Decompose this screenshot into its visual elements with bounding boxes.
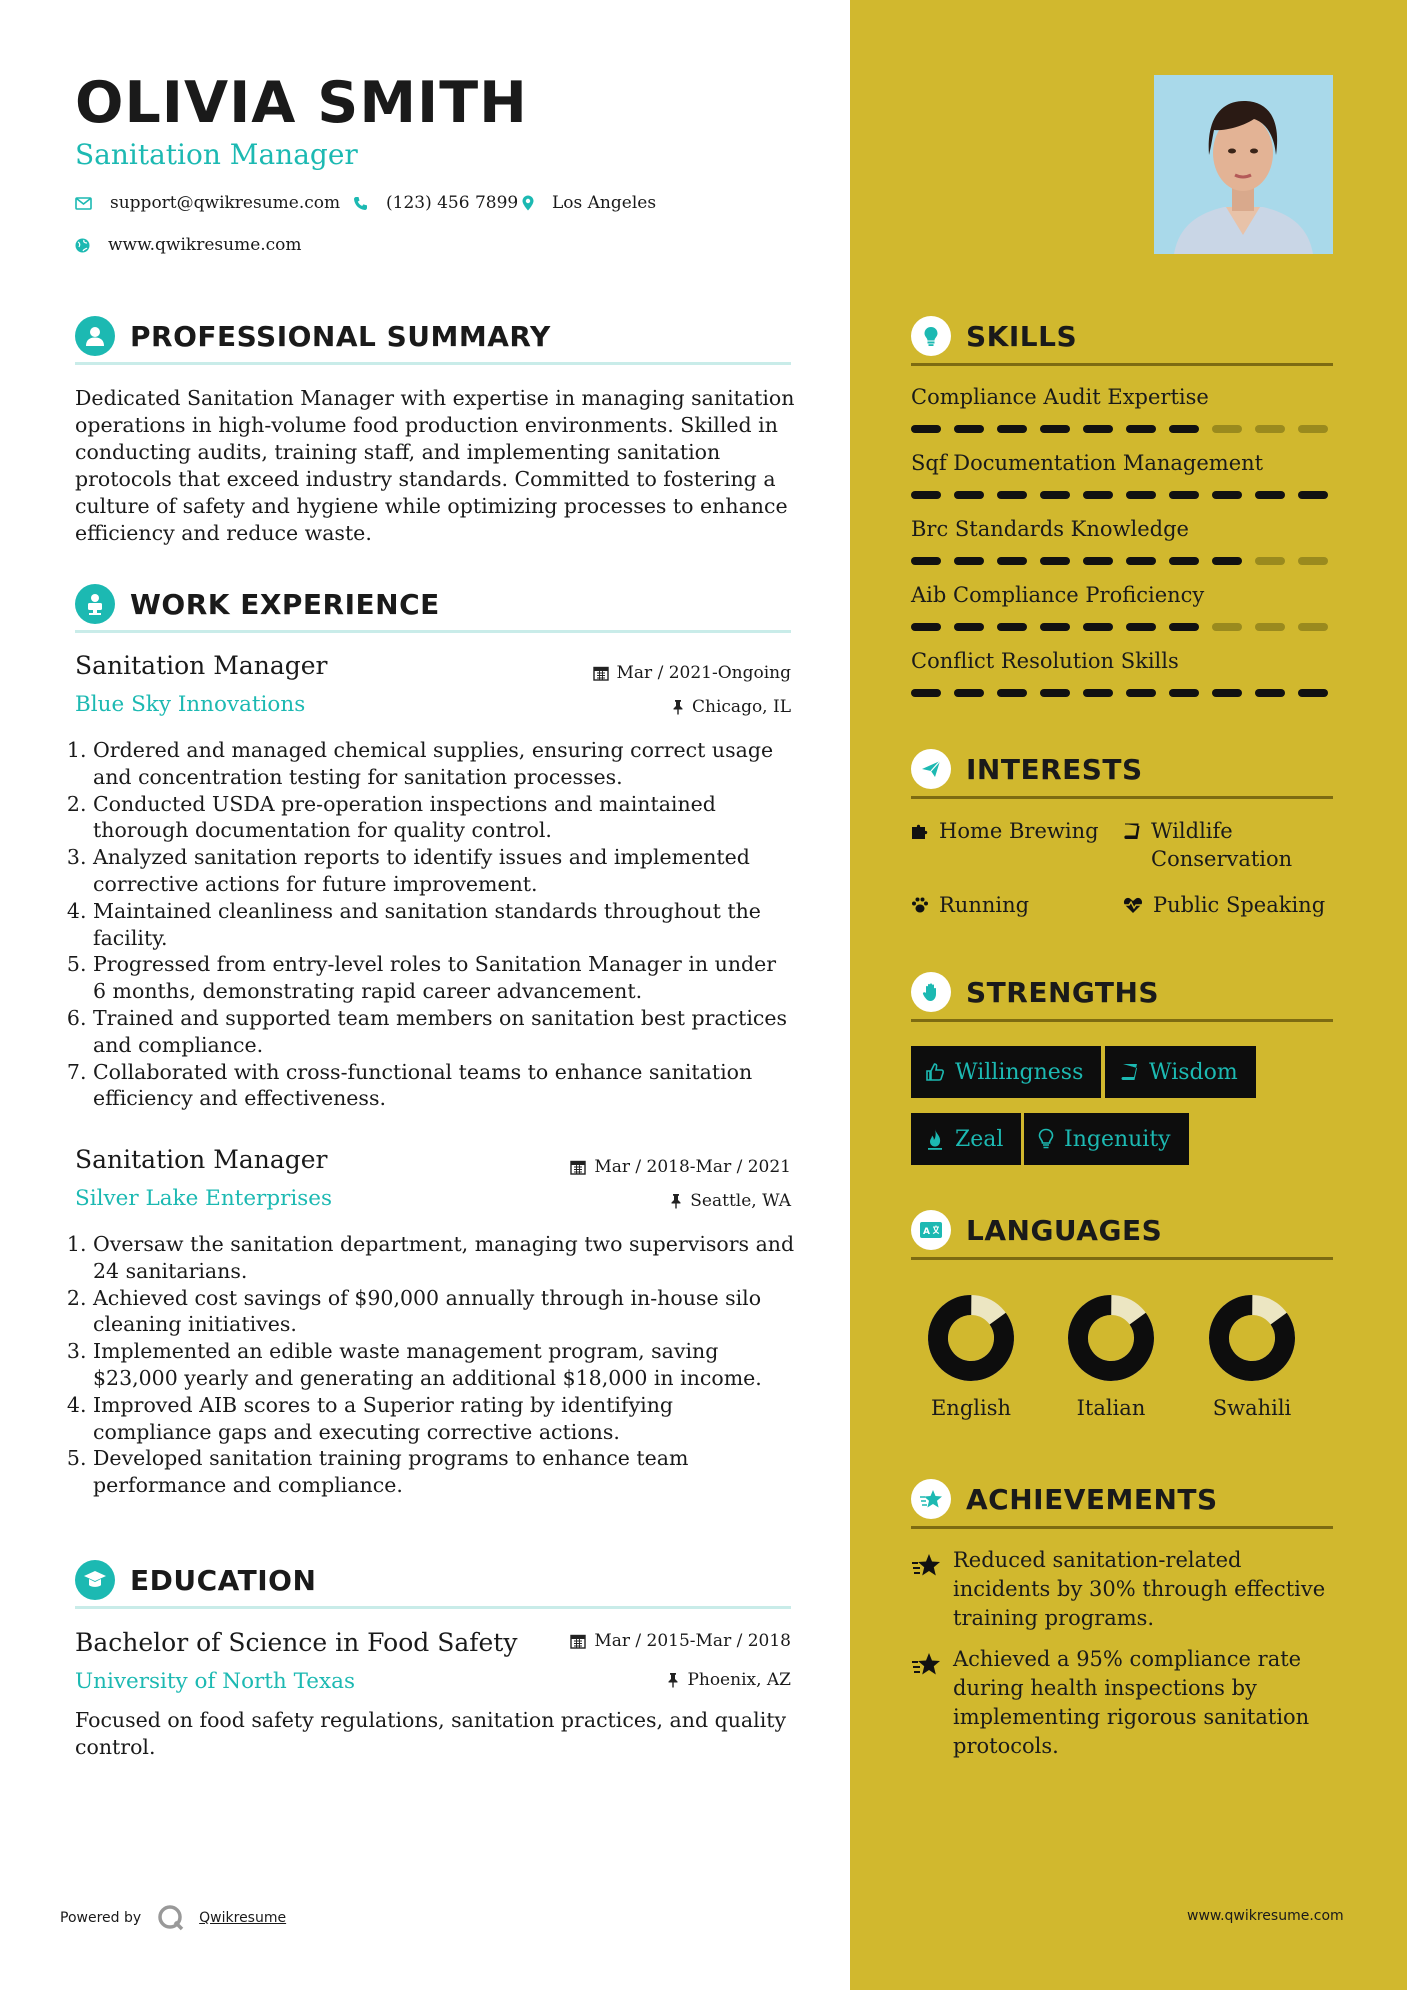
education-heading: [75, 1560, 316, 1600]
skill-dash-empty: [1212, 425, 1242, 433]
language-label: Italian: [1076, 1396, 1146, 1420]
email-contact: [75, 193, 340, 213]
star-icon: [911, 1651, 941, 1677]
skill-dash-filled: [1040, 557, 1070, 565]
skill-dash-filled: [1040, 491, 1070, 499]
skill-dash-filled: [1040, 425, 1070, 433]
job-2-dates-text: Mar / 2018-Mar / 2021: [594, 1157, 791, 1177]
strength-tag: [911, 1046, 1101, 1098]
education-location-text: Phoenix, AZ: [687, 1670, 791, 1690]
job-2-bullets: [75, 1231, 795, 1499]
skill-dash-filled: [1126, 557, 1156, 565]
skill-dash-filled: [997, 557, 1027, 565]
skill-meter: [911, 491, 1328, 499]
skill-dash-filled: [1083, 425, 1113, 433]
skill-3-name: Brc Standards Knowledge: [911, 517, 1189, 541]
list-item: 5. Progressed from entry-level roles to Sanitation Manager in under 6 months, demonstrating rapid career advancement.: [93, 951, 795, 1005]
skill-dash-filled: [954, 623, 984, 631]
skill-dash-empty: [1255, 425, 1285, 433]
book-icon: [1119, 1062, 1139, 1082]
qwikresume-link[interactable]: Qwikresume: [199, 1910, 287, 1926]
language-donut: [1208, 1294, 1296, 1382]
phone-text[interactable]: (123) 456 7899: [386, 193, 519, 213]
strengths-heading-text: STRENGTHS: [966, 975, 1160, 1009]
book-icon: [1123, 822, 1141, 840]
profile-photo: [1154, 75, 1333, 254]
languages-heading-text: LANGUAGES: [966, 1213, 1163, 1247]
interest-label: Public Speaking: [1153, 893, 1326, 917]
qwikresume-logo-icon: [157, 1904, 185, 1932]
globe-icon: [75, 238, 90, 253]
skill-dash-filled: [954, 491, 984, 499]
languages-divider: [911, 1257, 1333, 1260]
donut-fill: [1208, 1294, 1296, 1382]
phone-contact: [353, 193, 518, 213]
job-2-dates: [540, 1157, 791, 1177]
list-item: 1. Ordered and managed chemical supplies, ensuring correct usage and concentration testing for sanitation processes.: [93, 737, 795, 791]
skill-dash-filled: [997, 623, 1027, 631]
language-label: Swahili: [1212, 1396, 1292, 1420]
strengths-heading: [911, 972, 1159, 1012]
skill-dash-filled: [1169, 557, 1199, 565]
job-1-title: Sanitation Manager: [75, 651, 328, 680]
skill-dash-filled: [1298, 689, 1328, 697]
graduation-icon: [75, 1560, 115, 1600]
star-icon: [911, 1479, 951, 1519]
education-dates-text: Mar / 2015-Mar / 2018: [594, 1631, 791, 1651]
skill-dash-filled: [997, 491, 1027, 499]
skill-dash-filled: [954, 689, 984, 697]
strength-label: Ingenuity: [1064, 1126, 1171, 1152]
language-donut: [1067, 1294, 1155, 1382]
skill-dash-empty: [1298, 557, 1328, 565]
skill-dash-filled: [1040, 689, 1070, 697]
skill-dash-empty: [1298, 425, 1328, 433]
list-item: 7. Collaborated with cross-functional teams to enhance sanitation efficiency and effectiveness.: [93, 1059, 795, 1113]
summary-divider: [75, 362, 791, 365]
map-pin-icon: [522, 195, 534, 211]
strength-tag: [1024, 1113, 1189, 1165]
job-2-title: Sanitation Manager: [75, 1145, 328, 1174]
strength-label: Willingness: [955, 1059, 1084, 1085]
list-item: 3. Analyzed sanitation reports to identify issues and implemented corrective actions for future improvement.: [93, 844, 795, 898]
powered-by-text: Powered by: [60, 1910, 142, 1926]
strength-label: Wisdom: [1149, 1059, 1238, 1085]
list-item: 6. Trained and supported team members on sanitation best practices and compliance.: [93, 1005, 795, 1059]
strength-label: Zeal: [955, 1126, 1004, 1152]
skill-meter: [911, 425, 1328, 433]
translate-icon: [911, 1210, 951, 1250]
interests-heading-text: INTERESTS: [966, 752, 1143, 786]
skill-dash-empty: [1255, 623, 1285, 631]
interest-item: [911, 817, 1111, 845]
skill-dash-filled: [911, 623, 941, 631]
skill-dash-filled: [1169, 623, 1199, 631]
skill-dash-filled: [1126, 623, 1156, 631]
interest-item: [911, 891, 1111, 919]
pushpin-icon: [667, 1672, 679, 1688]
star-icon: [911, 1552, 941, 1578]
list-item: 4. Improved AIB scores to a Superior rating by identifying compliance gaps and executing corrective actions.: [93, 1392, 795, 1446]
lightbulb-icon: [911, 316, 951, 356]
interests-heading: [911, 749, 1143, 789]
strengths-divider: [911, 1019, 1333, 1022]
skill-1-name: Compliance Audit Expertise: [911, 385, 1209, 409]
website-text[interactable]: www.qwikresume.com: [108, 235, 302, 255]
calendar-icon: [593, 665, 609, 681]
skill-dash-filled: [1255, 689, 1285, 697]
achievements-heading-text: ACHIEVEMENTS: [966, 1482, 1218, 1516]
skills-divider: [911, 363, 1333, 366]
skill-dash-filled: [911, 425, 941, 433]
fire-icon: [925, 1128, 945, 1150]
briefcase-icon: [75, 584, 115, 624]
candidate-title: Sanitation Manager: [75, 138, 358, 171]
puzzle-icon: [911, 822, 929, 840]
calendar-icon: [570, 1633, 586, 1649]
skill-meter: [911, 689, 1328, 697]
education-divider: [75, 1606, 791, 1609]
language-label: English: [930, 1396, 1012, 1420]
website-contact: [75, 235, 302, 255]
skills-heading-text: SKILLS: [966, 319, 1078, 353]
skill-dash-filled: [1126, 689, 1156, 697]
list-item: 3. Implemented an edible waste management program, saving $23,000 yearly and generating an additional $18,000 in income.: [93, 1338, 795, 1392]
interests-divider: [911, 796, 1333, 799]
thumbs-up-icon: [925, 1062, 945, 1082]
skill-dash-filled: [1083, 491, 1113, 499]
summary-heading-text: PROFESSIONAL SUMMARY: [130, 319, 551, 353]
svg-text:A: A: [923, 1227, 930, 1237]
strength-tag: [1105, 1046, 1256, 1098]
skill-dash-filled: [1212, 557, 1242, 565]
skill-dash-filled: [1169, 425, 1199, 433]
calendar-icon: [570, 1159, 586, 1175]
skill-dash-filled: [954, 425, 984, 433]
job-2-company: Silver Lake Enterprises: [75, 1186, 333, 1211]
skill-meter: [911, 557, 1328, 565]
list-item: 4. Maintained cleanliness and sanitation standards throughout the facility.: [93, 898, 795, 952]
achievement-text: Achieved a 95% compliance rate during health inspections by implementing rigorous sanitation protocols.: [953, 1647, 1310, 1758]
skill-dash-filled: [911, 557, 941, 565]
skill-dash-filled: [1126, 425, 1156, 433]
list-item: 2. Conducted USDA pre-operation inspections and maintained thorough documentation for quality control.: [93, 791, 795, 845]
skill-meter: [911, 623, 1328, 631]
experience-divider: [75, 630, 791, 633]
skill-dash-filled: [1212, 689, 1242, 697]
languages-heading: [911, 1210, 1162, 1250]
skill-dash-filled: [911, 491, 941, 499]
job-1-location-text: Chicago, IL: [692, 697, 791, 717]
paw-icon: [911, 896, 929, 914]
skill-2-name: Sqf Documentation Management: [911, 451, 1264, 475]
achievements-divider: [911, 1526, 1333, 1529]
language-donut: [927, 1294, 1015, 1382]
achievements-heading: [911, 1479, 1218, 1519]
strength-tag: [911, 1113, 1021, 1165]
heartbeat-icon: [1123, 896, 1143, 914]
summary-text: Dedicated Sanitation Manager with expertise in managing sanitation operations in high-volume food production environments. Skilled in conducting audits, training staff, and implementing sanitation protocols that exceed industry standards. Committed to fostering a culture of safety and hygiene while optimizing processes to enhance efficiency and reduce waste.: [75, 386, 795, 545]
job-2-location-text: Seattle, WA: [690, 1191, 791, 1211]
experience-heading-text: WORK EXPERIENCE: [130, 587, 440, 621]
skill-dash-filled: [1169, 689, 1199, 697]
skill-dash-filled: [1083, 623, 1113, 631]
education-heading-text: EDUCATION: [130, 1563, 317, 1597]
location-text: Los Angeles: [552, 193, 657, 213]
skill-dash-filled: [954, 557, 984, 565]
education-description: Focused on food safety regulations, sanitation practices, and quality control.: [75, 1708, 787, 1759]
phone-icon: [353, 196, 368, 211]
pushpin-icon: [670, 1193, 682, 1209]
interest-item: [1123, 891, 1343, 919]
skill-dash-filled: [1212, 491, 1242, 499]
list-item: 2. Achieved cost savings of $90,000 annually through in-house silo cleaning initiatives.: [93, 1285, 795, 1339]
skill-dash-filled: [1126, 491, 1156, 499]
powered-by: [60, 1904, 286, 1932]
interest-label: Home Brewing: [939, 819, 1099, 843]
achievement-text: Reduced sanitation-related incidents by 30% through effective training programs.: [953, 1548, 1326, 1630]
education-location: [560, 1670, 791, 1690]
job-1-location: [560, 697, 791, 717]
job-1-company: Blue Sky Innovations: [75, 692, 306, 717]
summary-heading: [75, 316, 551, 356]
education-dates: [540, 1631, 791, 1651]
skill-dash-filled: [1083, 689, 1113, 697]
interest-label: Running: [939, 893, 1030, 917]
email-text[interactable]: support@qwikresume.com: [110, 193, 341, 213]
experience-heading: [75, 584, 440, 624]
skill-5-name: Conflict Resolution Skills: [911, 649, 1179, 673]
achievement-item: [911, 1645, 1331, 1761]
skill-dash-empty: [1298, 623, 1328, 631]
paper-plane-icon: [911, 749, 951, 789]
skill-dash-filled: [1298, 491, 1328, 499]
skill-dash-filled: [1255, 491, 1285, 499]
skills-heading: [911, 316, 1077, 356]
job-1-bullets: [75, 737, 795, 1112]
user-icon: [75, 316, 115, 356]
job-2-location: [560, 1191, 791, 1211]
donut-fill: [927, 1294, 1015, 1382]
achievement-item: [911, 1546, 1331, 1633]
interest-item: [1123, 817, 1323, 873]
location-contact: [522, 193, 656, 213]
donut-fill: [1067, 1294, 1155, 1382]
job-1-dates: [560, 663, 791, 683]
envelope-icon: [75, 197, 92, 210]
list-item: 1. Oversaw the sanitation department, managing two supervisors and 24 sanitarians.: [93, 1231, 795, 1285]
job-1-dates-text: Mar / 2021-Ongoing: [616, 663, 791, 683]
hand-icon: [911, 972, 951, 1012]
skill-dash-filled: [997, 425, 1027, 433]
interest-label: Wildlife Conservation: [1151, 819, 1293, 871]
skill-dash-filled: [911, 689, 941, 697]
school-name: University of North Texas: [75, 1669, 355, 1694]
skill-dash-empty: [1255, 557, 1285, 565]
skill-4-name: Aib Compliance Proficiency: [911, 583, 1205, 607]
footer-website[interactable]: www.qwikresume.com: [1187, 1908, 1344, 1924]
degree-title: Bachelor of Science in Food Safety: [75, 1628, 518, 1657]
skill-dash-filled: [1169, 491, 1199, 499]
pushpin-icon: [672, 699, 684, 715]
skill-dash-filled: [1083, 557, 1113, 565]
lightbulb-icon: [1038, 1128, 1054, 1150]
skill-dash-filled: [997, 689, 1027, 697]
skill-dash-filled: [1040, 623, 1070, 631]
list-item: 5. Developed sanitation training programs to enhance team performance and compliance.: [93, 1445, 795, 1499]
skill-dash-empty: [1212, 623, 1242, 631]
candidate-name: OLIVIA SMITH: [75, 70, 528, 136]
